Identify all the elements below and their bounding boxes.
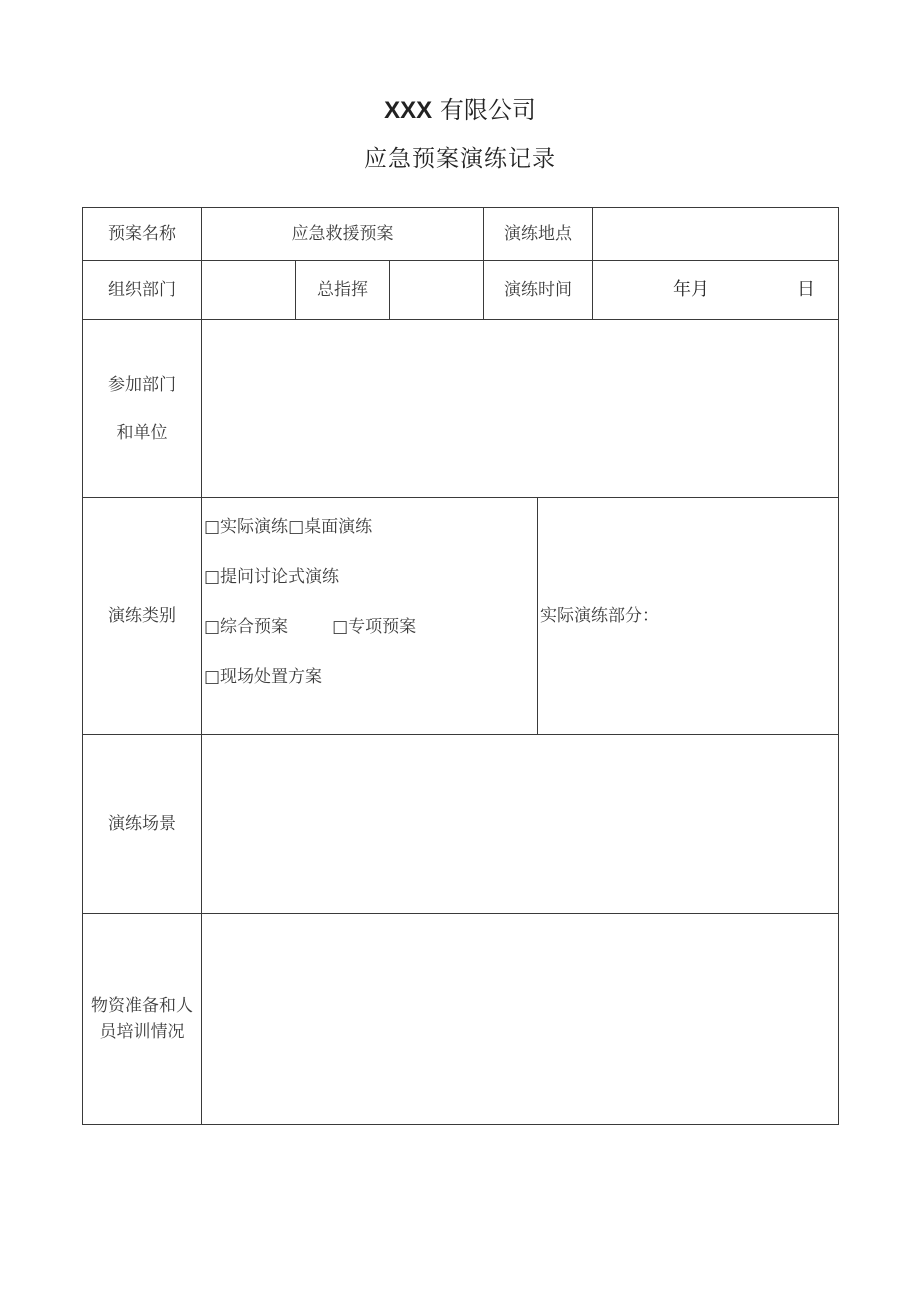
plan-name-label: 预案名称	[83, 208, 202, 261]
category-line-1	[202, 514, 537, 564]
commander-label: 总指挥	[296, 261, 390, 320]
category-line-4	[202, 664, 537, 714]
commander-value[interactable]	[390, 261, 484, 320]
category-options	[202, 498, 538, 735]
participants-label-line2: 和单位	[116, 422, 168, 443]
category-label: 演练类别	[83, 498, 202, 735]
company-name-prefix: XXX	[384, 97, 433, 124]
plan-name-value[interactable]: 应急救援预案	[202, 208, 484, 261]
checkbox-tabletop-drill[interactable]: □桌面演练	[288, 517, 373, 537]
org-dept-value[interactable]	[202, 261, 296, 320]
date-day: 日	[797, 279, 816, 300]
drill-location-label: 演练地点	[484, 208, 593, 261]
company-name	[0, 92, 920, 129]
scenario-value[interactable]	[202, 735, 839, 914]
checkbox-comprehensive-plan[interactable]: □综合预案	[204, 617, 289, 637]
org-dept-label: 组织部门	[83, 261, 202, 320]
drill-record-table	[82, 207, 839, 1125]
drill-time-value[interactable]	[593, 261, 839, 320]
date-year-month: 年月	[673, 279, 710, 300]
checkbox-onsite-plan[interactable]: □现场处置方案	[204, 667, 323, 687]
drill-time-label: 演练时间	[484, 261, 593, 320]
materials-label: 物资准备和人员培训情况	[83, 914, 202, 1125]
participants-label-line1: 参加部门	[108, 374, 176, 395]
checkbox-special-plan[interactable]: □专项预案	[332, 617, 417, 637]
materials-value[interactable]	[202, 914, 839, 1125]
category-line-2	[202, 564, 537, 614]
checkbox-discussion-drill[interactable]: □提问讨论式演练	[204, 567, 340, 587]
company-name-suffix: 有限公司	[439, 96, 536, 124]
scenario-label: 演练场景	[83, 735, 202, 914]
category-line-3	[202, 614, 537, 664]
checkbox-actual-drill[interactable]: □实际演练	[204, 517, 289, 537]
document-title: 应急预案演练记录	[364, 146, 556, 172]
actual-drill-part[interactable]: 实际演练部分：	[538, 498, 839, 735]
drill-location-value[interactable]	[593, 208, 839, 261]
participants-value[interactable]	[202, 320, 839, 498]
participants-label	[83, 320, 202, 498]
